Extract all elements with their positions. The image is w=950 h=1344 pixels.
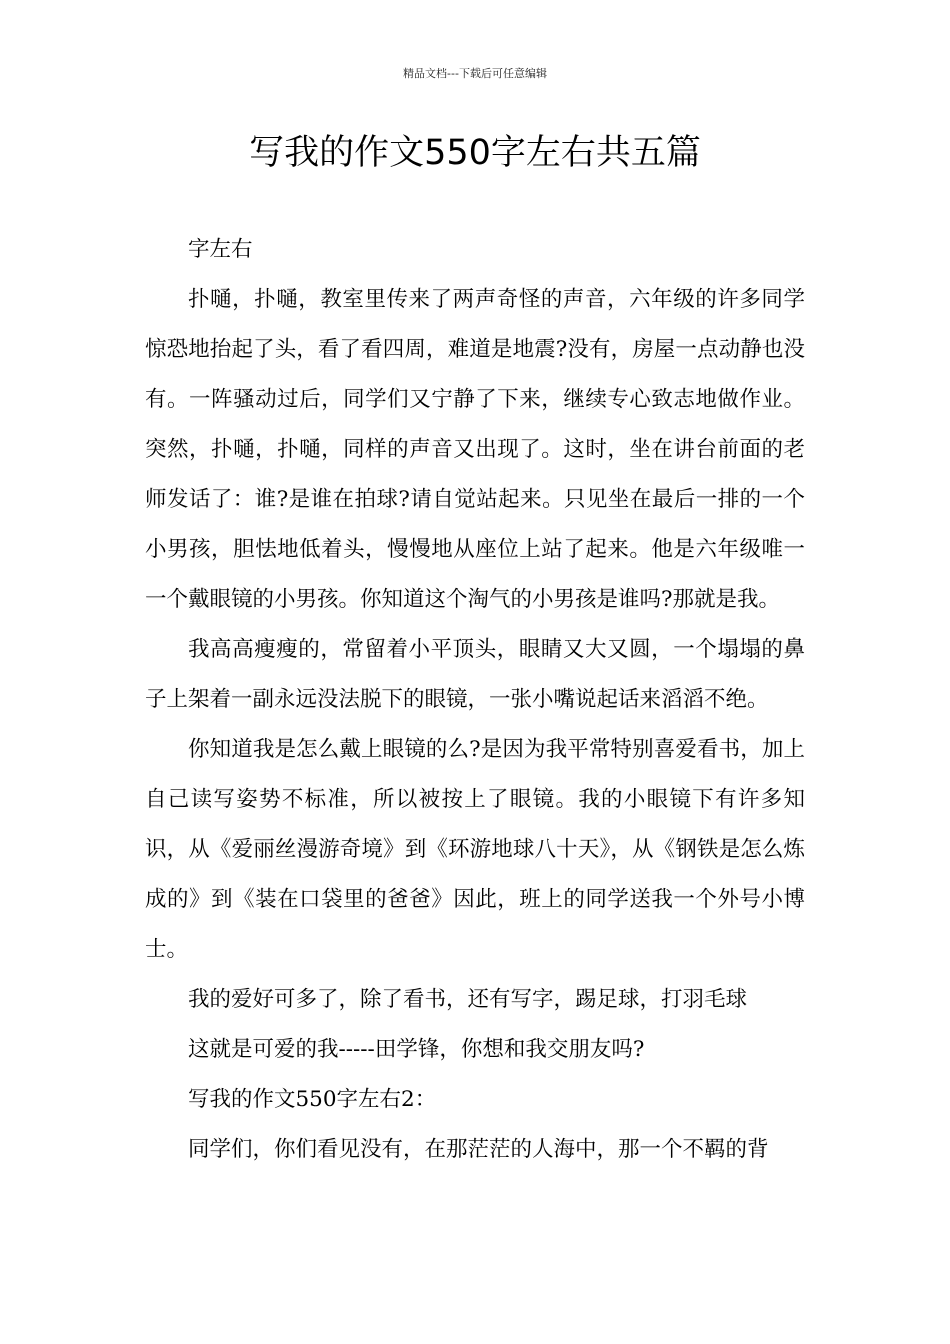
document-title: 写我的作文550字左右共五篇 (249, 133, 701, 173)
paragraph: 扑嗵，扑嗵，教室里传来了两声奇怪的声音，六年级的许多同学惊恐地抬起了头，看了看四周，难道是地震?没有，房屋一点动静也没有。一阵骚动过后，同学们又宁静了下来，继续专心致志地做作业。突然，扑嗵，扑嗵，同样的声音又出现了。这时，坐在讲台前面的老师发话了：谁?是谁在拍球?请自觉站起来。只见坐在最后一排的一个小男孩，胆怯地低着头，慢慢地从座位上站了起来。他是六年级唯一一个戴眼镜的小男孩。你知道这个淘气的小男孩是谁吗?那就是我。 (145, 287, 805, 612)
paragraph: 你知道我是怎么戴上眼镜的么?是因为我平常特别喜爱看书，加上自己读写姿势不标准，所以被按上了眼镜。我的小眼镜下有许多知识，从《爱丽丝漫游奇境》到《环游地球八十天》，从《钢铁是怎么炼成的》到《装在口袋里的爸爸》因此，班上的同学送我一个外号小博士。 (145, 737, 805, 962)
paragraph: 写我的作文550字左右2： (188, 1087, 437, 1112)
paragraph: 同学们，你们看见没有，在那茫茫的人海中，那一个不羁的背 (188, 1137, 769, 1162)
paragraph: 这就是可爱的我-----田学锋，你想和我交朋友吗? (188, 1037, 645, 1062)
document-body (145, 225, 805, 1175)
paragraph: 我高高瘦瘦的，常留着小平顶头，眼睛又大又圆，一个塌塌的鼻子上架着一副永远没法脱下的眼镜，一张小嘴说起话来滔滔不绝。 (145, 637, 805, 712)
paragraph: 字左右 (188, 237, 253, 262)
header-note: 精品文档---下载后可任意编辑 (403, 67, 547, 80)
paragraph: 我的爱好可多了，除了看书，还有写字，踢足球，打羽毛球 (188, 987, 748, 1012)
